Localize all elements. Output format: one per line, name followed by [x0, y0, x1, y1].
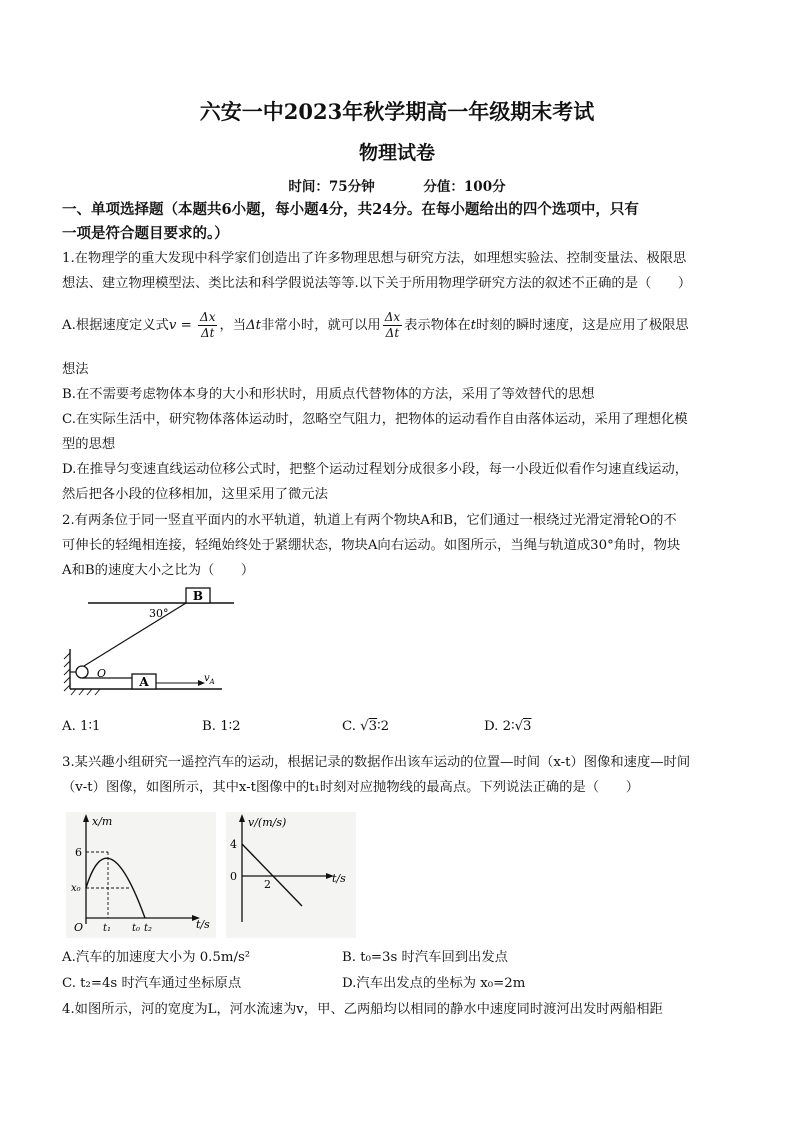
- q2-stem-line3: A和B的速度大小之比为（ ）: [62, 563, 255, 578]
- vt-ytick-4: 4: [230, 838, 237, 851]
- q4-stem-line1: 4.如图所示，河的宽度为L，河水流速为v，甲、乙两船均以相同的静水中速度同时渡河出发时两船相距: [62, 1002, 663, 1017]
- exam-meta: [0, 175, 794, 195]
- pulley: [76, 666, 88, 678]
- q3-option-c[interactable]: C. t₂=4s 时汽车通过坐标原点: [62, 976, 242, 991]
- xt-t2: t₂: [144, 923, 153, 934]
- q1-stem-line1: 1.在物理学的重大发现中科学家们创造出了许多物理思想与研究方法，如理想实验法、控制变量法、极限思: [62, 251, 687, 266]
- q1-option-d-line1: D.在推导匀变速直线运动位移公式时，把整个运动过程划分成很多小段，每一小段近似看作匀速直线运动，: [62, 462, 689, 477]
- section1-heading: [62, 198, 734, 246]
- block-a-label: A: [139, 675, 149, 689]
- q2-option-c[interactable]: C. √3∶2: [342, 719, 390, 734]
- q3-stem-line1: 3.某兴趣小组研究一遥控汽车的运动，根据记录的数据作出该车运动的位置—时间（x-t）图像和速度—时间: [62, 755, 691, 770]
- q1-option-c-line1: C.在实际生活中，研究物体落体运动时，忽略空气阻力，把物体的运动看作自由落体运动，采用了理想化模: [62, 412, 688, 427]
- q1-option-a-end: 想法: [62, 362, 89, 377]
- xt-xlabel: t/s: [196, 918, 210, 931]
- q2-option-a[interactable]: A. 1∶1: [62, 719, 101, 734]
- exam-time: 时间：75分钟: [288, 179, 375, 195]
- q2-stem-line2: 可伸长的轻绳相连接，轻绳始终处于紧绷状态，物块A向右运动。如图所示，当绳与轨道成30°角时，物块: [62, 538, 681, 553]
- q1-options-rest: [62, 357, 734, 507]
- xt-t1: t₁: [103, 923, 112, 934]
- question-3: [62, 750, 734, 800]
- q1-stem-line2: 想法、建立物理模型法、类比法和科学假说法等等.以下关于所用物理学研究方法的叙述不正确的是（ ）: [62, 276, 692, 291]
- sqrt-symbol: √: [514, 719, 524, 734]
- exam-subject: 物理试卷: [358, 142, 435, 164]
- q2-option-d[interactable]: D. 2∶√3: [484, 719, 532, 734]
- sqrt-symbol: √: [360, 719, 369, 734]
- vt-ylabel: v/(m/s): [248, 816, 287, 829]
- q3-option-b[interactable]: B. t₀=3s 时汽车回到出发点: [342, 950, 508, 965]
- xt-x0: x₀: [71, 883, 81, 894]
- vt-zero: 0: [230, 870, 237, 883]
- q3-xt-graph: [66, 812, 216, 938]
- q1-option-c-line2: 型的思想: [62, 437, 116, 452]
- angle-label: 30°: [149, 607, 169, 620]
- q3-option-a[interactable]: A.汽车的加速度大小为 0.5m/s²: [62, 950, 251, 965]
- section1-heading-line2: 一项是符合题目要求的。）: [62, 225, 229, 242]
- velocity-label: $v_A$: [204, 673, 215, 686]
- xt-ylabel: x/m: [92, 815, 113, 828]
- pulley-label: O: [97, 667, 107, 680]
- q3-stem-line2: （v-t）图像，如图所示，其中x-t图像中的t₁时刻对应抛物线的最高点。下列说法正确的是（ ）: [62, 780, 639, 795]
- block-b-label: B: [192, 589, 204, 603]
- q1-fraction-2: $\frac{\Delta x}{\Delta t}$: [384, 310, 401, 340]
- question-1: [62, 246, 734, 296]
- q1-option-b: B.在不需要考虑物体本身的大小和形状时，用质点代替物体的方法，采用了等效替代的思想: [62, 387, 595, 402]
- question-2: [62, 508, 734, 583]
- q3-option-d[interactable]: D.汽车出发点的坐标为 x₀=2m: [342, 976, 526, 991]
- q2-pulley-figure: [62, 585, 252, 700]
- xt-origin: O: [74, 921, 84, 934]
- q1-option-a: A.根据速度定义式v = $\frac{\Delta x}{\Delta t}$ ，当Δt非常小时，就可以用 $\frac{\Delta x}{\Delta t}$ 表示物体在t时刻的瞬时速度，这是应用了极限思: [62, 310, 689, 340]
- q2-stem-line1: 2.有两条位于同一竖直平面内的水平轨道，轨道上有两个物块A和B，它们通过一根绕过光滑定滑轮O的不: [62, 513, 677, 528]
- q3-vt-graph: [226, 812, 356, 938]
- rope-inclined: [84, 603, 186, 666]
- xt-t0: t₀: [132, 923, 141, 934]
- section1-heading-line1: 一、单项选择题（本题共6小题，每小题4分，共24分。在每小题给出的四个选项中，只有: [62, 201, 639, 218]
- exam-title: 六安一中2023年秋学期高一年级期末考试: [199, 99, 595, 124]
- q1-option-d-line2: 然后把各小段的位移相加，这里采用了微元法: [62, 487, 328, 502]
- xt-ytick-6: 6: [75, 846, 82, 859]
- vt-xtick-2: 2: [264, 878, 271, 891]
- exam-score: 分值：100分: [423, 179, 506, 195]
- q2-option-b[interactable]: B. 1∶2: [202, 719, 241, 734]
- vt-xlabel: t/s: [332, 872, 346, 885]
- q1-fraction-1: $\frac{\Delta x}{\Delta t}$: [200, 310, 216, 340]
- question-4: [62, 997, 734, 1022]
